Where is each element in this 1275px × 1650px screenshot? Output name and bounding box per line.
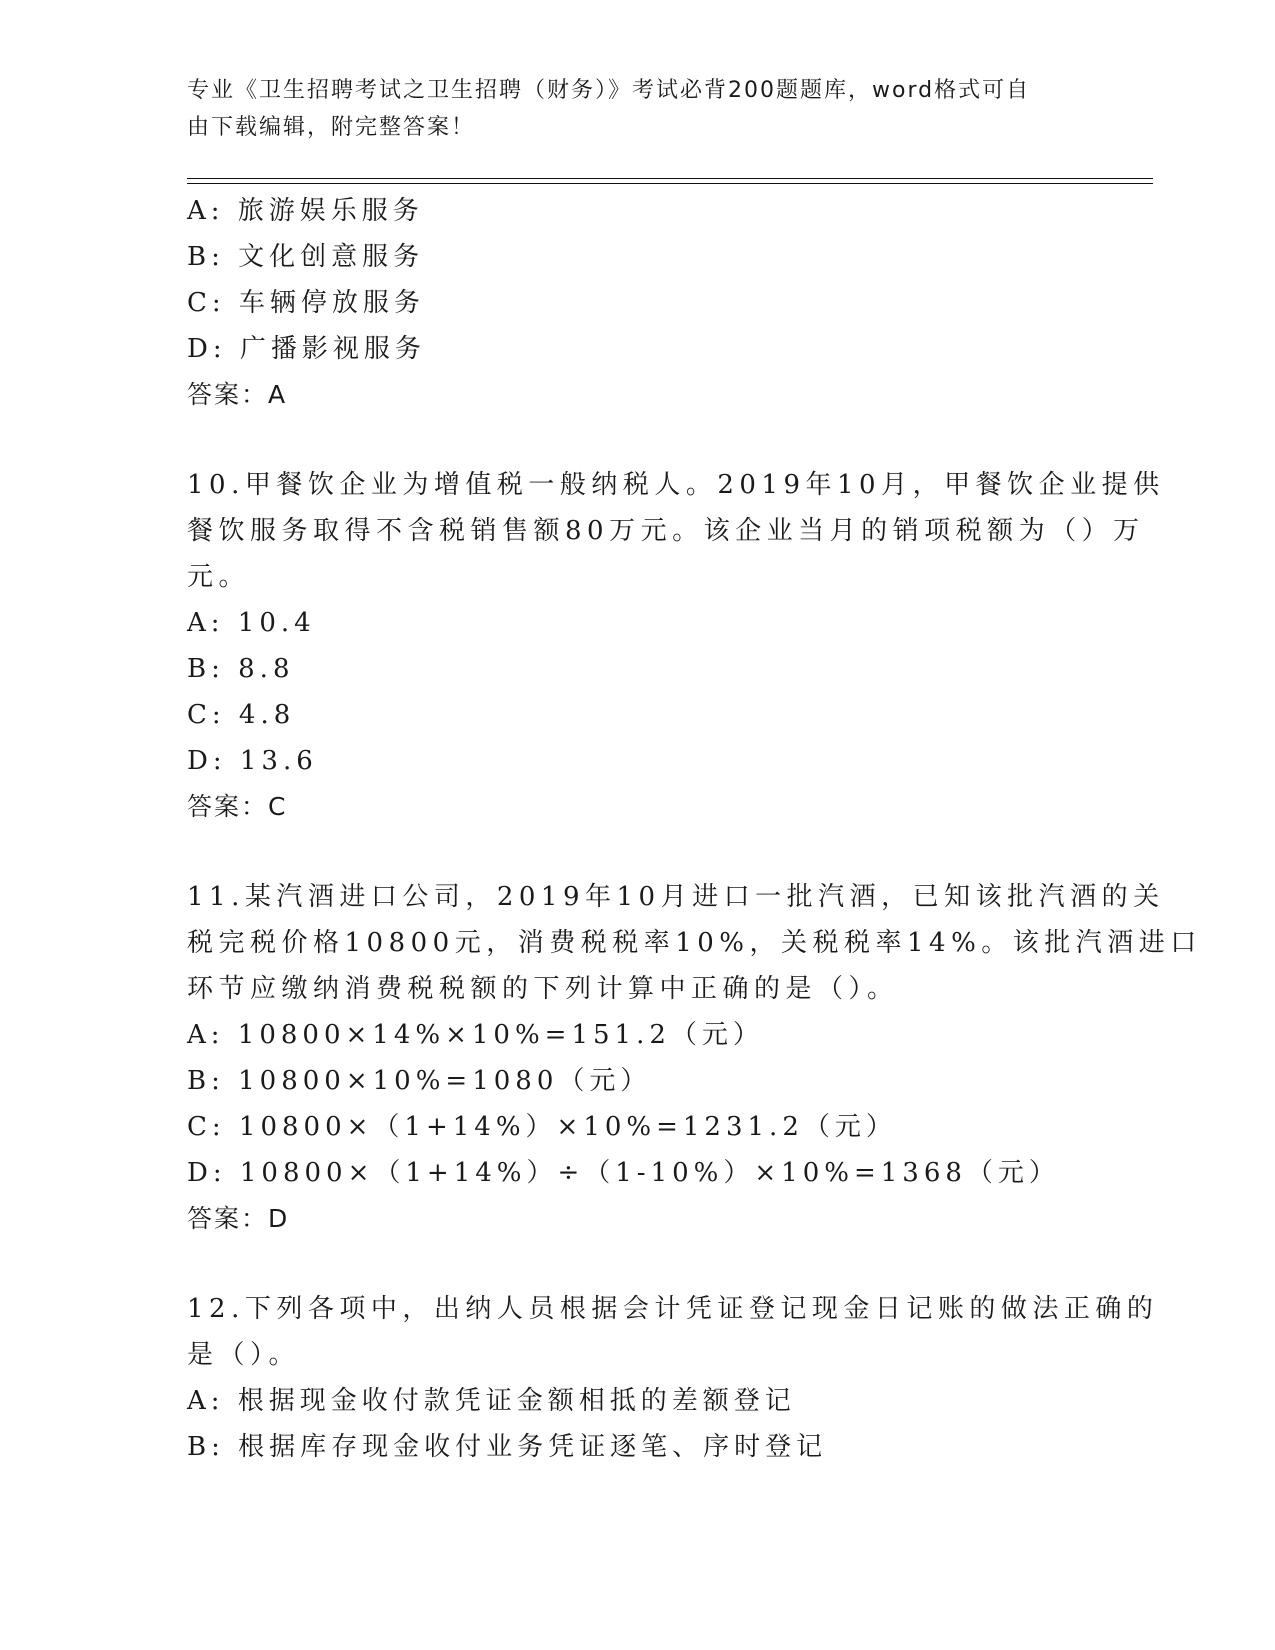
spacer (187, 1242, 1087, 1286)
document-body (187, 188, 1202, 1470)
option-b: B: 8.8 (187, 654, 295, 684)
answer: 答案：A (187, 380, 288, 409)
option-c: C: 10800×（1+14%）×10%=1231.2（元） (187, 1112, 897, 1142)
header-line-2: 由下载编辑，附完整答案！ (187, 115, 476, 140)
option-c: C: 车辆停放服务 (187, 288, 425, 318)
stem-line: 餐饮服务取得不含税销售额80万元。该企业当月的销项税额为（）万 (187, 516, 1145, 546)
question-9-tail (187, 188, 1087, 418)
answer: 答案：C (187, 792, 288, 821)
option-a: A: 旅游娱乐服务 (187, 196, 424, 226)
question-10 (187, 462, 1165, 830)
spacer (187, 830, 1087, 874)
question-11 (187, 874, 1202, 1242)
question-stem (187, 462, 1165, 600)
stem-line: 税完税价格10800元，消费税税率10%，关税税率14%。该批汽酒进口 (187, 928, 1202, 958)
answer: 答案：D (187, 1204, 290, 1233)
stem-line: 环节应缴纳消费税税额的下列计算中正确的是（）。 (187, 974, 899, 1004)
stem-line: 10.甲餐饮企业为增值税一般纳税人。2019年10月，甲餐饮企业提供 (187, 470, 1165, 500)
stem-line: 12.下列各项中，出纳人员根据会计凭证登记现金日记账的做法正确的 (187, 1294, 1159, 1324)
header-divider-bottom (187, 183, 1153, 184)
option-c: C: 4.8 (187, 700, 296, 730)
document-header (187, 72, 1067, 146)
question-stem (187, 874, 1202, 1012)
option-b: B: 文化创意服务 (187, 242, 425, 272)
option-a: A: 10800×14%×10%=151.2（元） (187, 1020, 764, 1050)
stem-line: 11.某汽酒进口公司，2019年10月进口一批汽酒，已知该批汽酒的关 (187, 882, 1165, 912)
stem-line: 是（）。 (187, 1340, 301, 1370)
option-b: B: 10800×10%=1080（元） (187, 1066, 652, 1096)
option-b: B: 根据库存现金收付业务凭证逐笔、序时登记 (187, 1432, 828, 1462)
option-d: D: 10800×（1+14%）÷（1-10%）×10%=1368（元） (187, 1158, 1060, 1188)
option-d: D: 13.6 (187, 746, 318, 776)
question-12 (187, 1286, 1159, 1470)
stem-line: 元。 (187, 562, 251, 592)
question-stem (187, 1286, 1159, 1378)
option-a: A: 10.4 (187, 608, 316, 638)
header-divider-top (187, 178, 1153, 179)
spacer (187, 418, 1087, 462)
option-a: A: 根据现金收付款凭证金额相抵的差额登记 (187, 1386, 796, 1416)
option-d: D: 广播影视服务 (187, 334, 426, 364)
header-line-1: 专业《卫生招聘考试之卫生招聘（财务）》考试必背200题题库，word格式可自 (187, 78, 1031, 103)
